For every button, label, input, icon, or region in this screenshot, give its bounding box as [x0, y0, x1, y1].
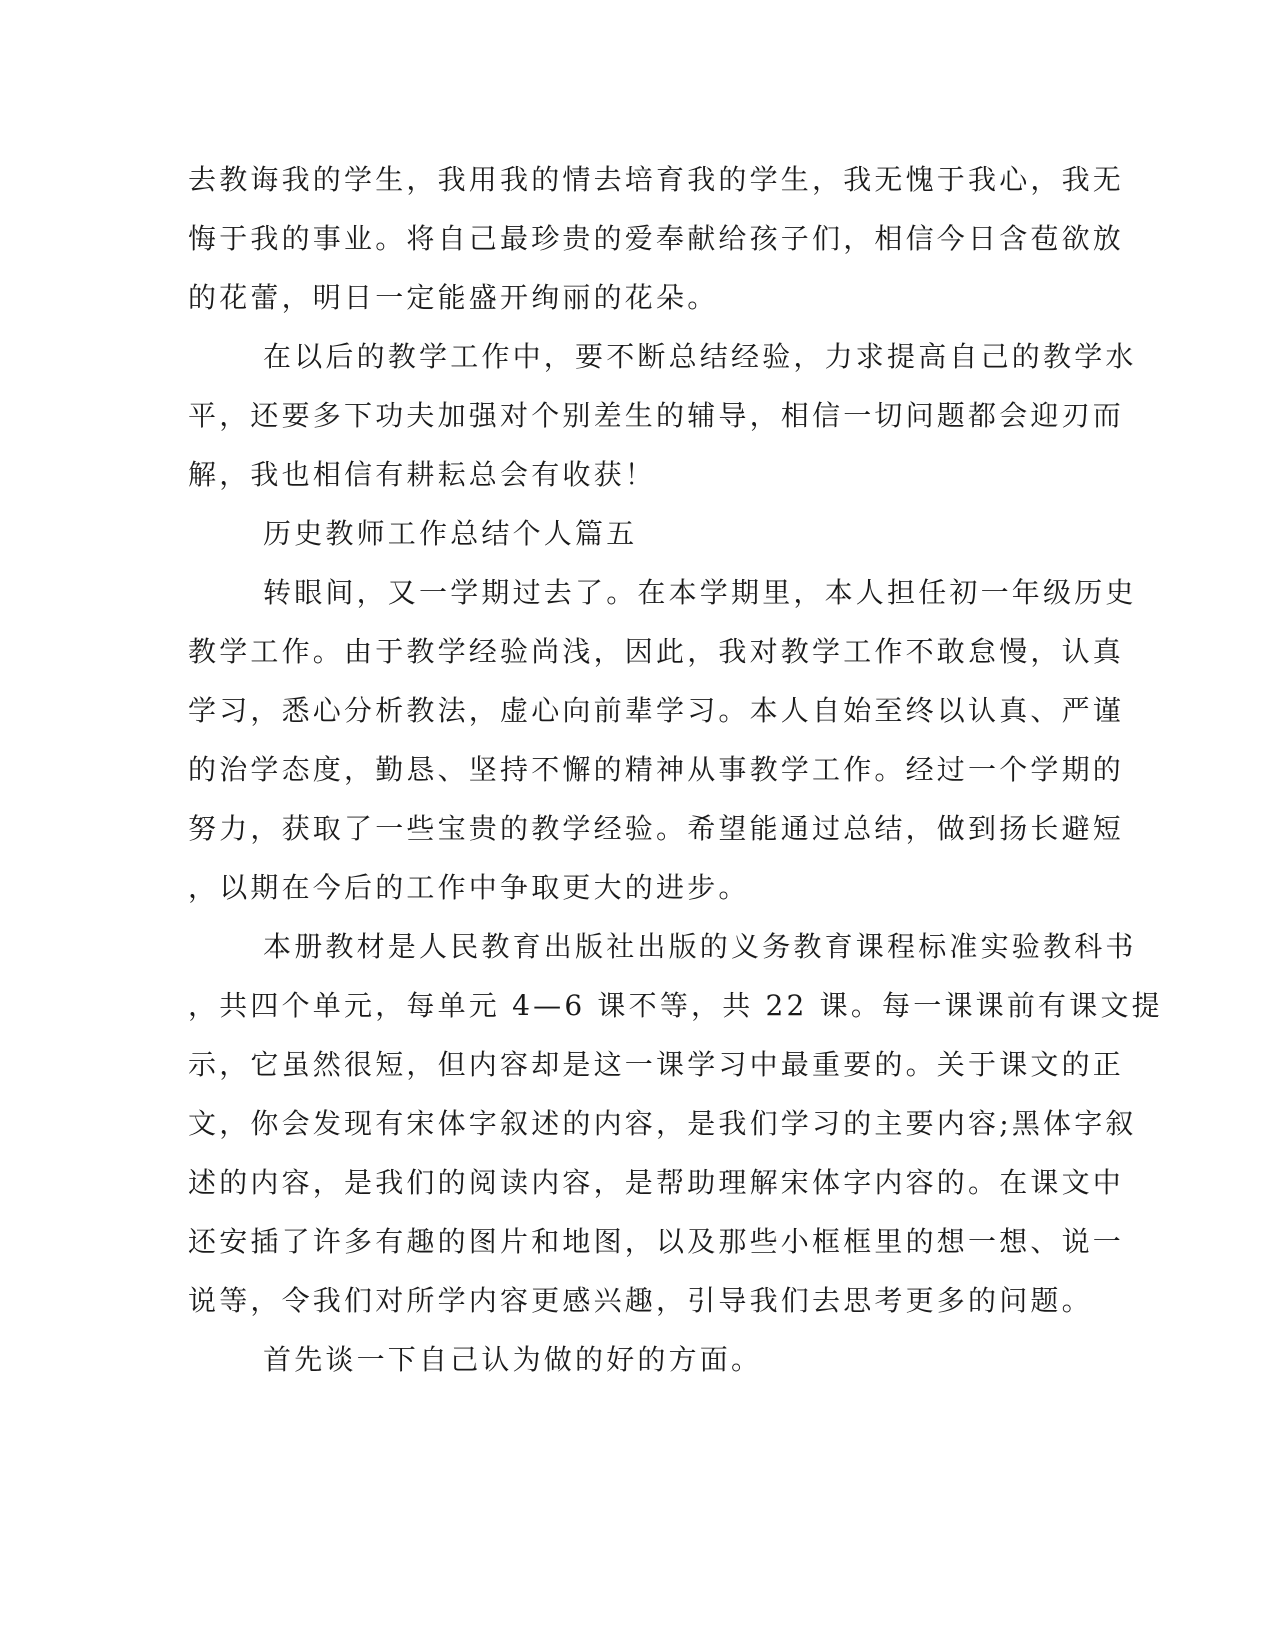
- text-line: 教学工作。由于教学经验尚浅，因此，我对教学工作不敢怠慢，认真: [188, 635, 1125, 668]
- paragraph-start-line: 本册教材是人民教育出版社出版的义务教育课程标准实验教科书: [263, 930, 1137, 963]
- text-line: 努力，获取了一些宝贵的教学经验。希望能通过总结，做到扬长避短: [188, 812, 1125, 845]
- paragraph-start-line: 转眼间，又一学期过去了。在本学期里，本人担任初一年级历史: [263, 576, 1137, 609]
- text-line: 文，你会发现有宋体字叙述的内容，是我们学习的主要内容;黑体字叙: [188, 1107, 1137, 1140]
- text-line: 平，还要多下功夫加强对个别差生的辅导，相信一切问题都会迎刃而: [188, 399, 1125, 432]
- text-line: 学习，悉心分析教法，虚心向前辈学习。本人自始至终以认真、严谨: [188, 694, 1125, 727]
- section-heading: 历史教师工作总结个人篇五: [263, 517, 638, 550]
- text-line: 解，我也相信有耕耘总会有收获！: [188, 458, 657, 491]
- text-line: 悔于我的事业。将自己最珍贵的爱奉献给孩子们，相信今日含苞欲放: [188, 222, 1125, 255]
- text-line: 还安插了许多有趣的图片和地图，以及那些小框框里的想一想、说一: [188, 1225, 1125, 1258]
- text-line: 述的内容，是我们的阅读内容，是帮助理解宋体字内容的。在课文中: [188, 1166, 1125, 1199]
- text-line: 去教诲我的学生，我用我的情去培育我的学生，我无愧于我心，我无: [188, 163, 1125, 196]
- paragraph-start-line: 在以后的教学工作中，要不断总结经验，力求提高自己的教学水: [263, 340, 1137, 373]
- text-line: 的花蕾，明日一定能盛开绚丽的花朵。: [188, 281, 719, 314]
- text-line: ，共四个单元，每单元 4—6 课不等，共 22 课。每一课课前有课文提: [188, 989, 1163, 1022]
- text-line: 说等，令我们对所学内容更感兴趣，引导我们去思考更多的问题。: [188, 1284, 1093, 1317]
- text-line: 的治学态度，勤恳、坚持不懈的精神从事教学工作。经过一个学期的: [188, 753, 1125, 786]
- paragraph-start-line: 首先谈一下自己认为做的好的方面。: [263, 1343, 763, 1376]
- text-line: 示，它虽然很短，但内容却是这一课学习中最重要的。关于课文的正: [188, 1048, 1125, 1081]
- text-line: ，以期在今后的工作中争取更大的进步。: [188, 871, 750, 904]
